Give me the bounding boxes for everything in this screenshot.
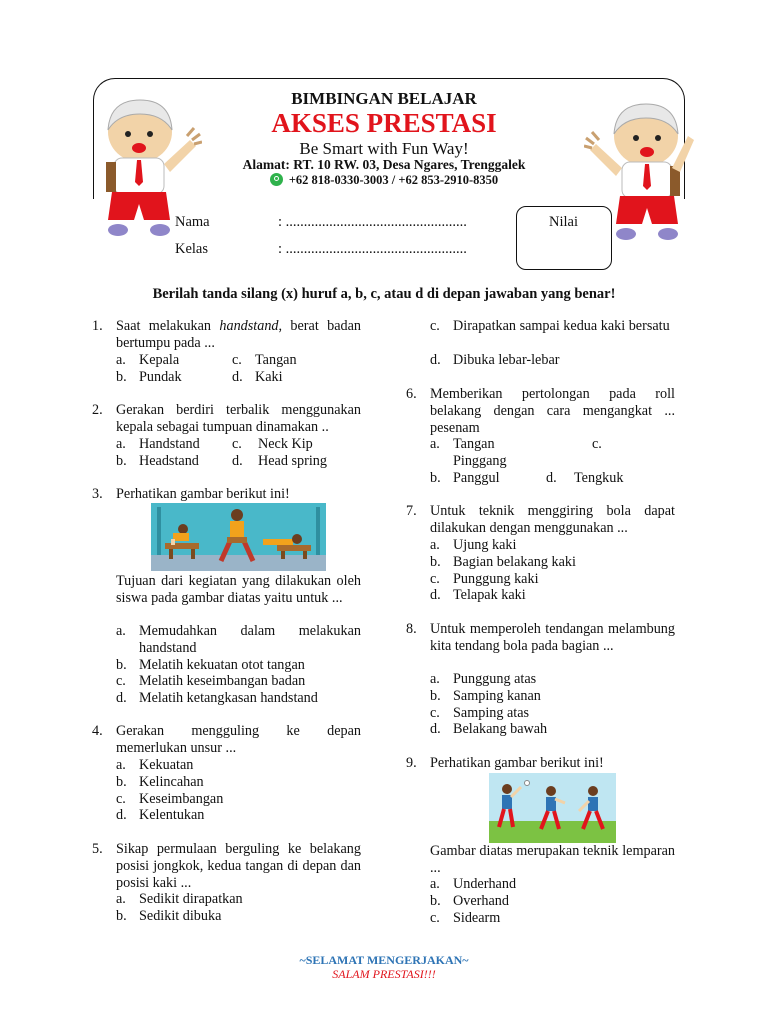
- option-d[interactable]: Kaki: [255, 369, 283, 385]
- option-c[interactable]: Tangan: [255, 352, 297, 368]
- throwing-illustration: [489, 773, 616, 843]
- phone-line: [0, 173, 768, 188]
- nama-field[interactable]: : ..................................................: [278, 214, 467, 230]
- option-d[interactable]: Belakang bawah: [453, 721, 548, 737]
- option-c[interactable]: Sidearm: [453, 910, 501, 926]
- option-a[interactable]: Handstand: [139, 436, 200, 452]
- option-b[interactable]: Sedikit dibuka: [139, 908, 222, 924]
- option-a[interactable]: Sedikit dirapatkan: [139, 891, 243, 907]
- whatsapp-icon: [270, 173, 283, 186]
- option-a[interactable]: Underhand: [453, 876, 517, 892]
- option-a[interactable]: Ujung kaki: [453, 537, 517, 553]
- question-text: Perhatikan gambar berikut ini!: [116, 486, 290, 502]
- option-c[interactable]: Pinggang: [453, 453, 507, 469]
- address: Alamat: RT. 10 RW. 03, Desa Ngares, Trenggalek: [242, 157, 526, 172]
- brand-name: AKSES PRESTASI: [271, 108, 497, 138]
- option-d[interactable]: Tengkuk: [574, 470, 624, 486]
- option-d[interactable]: Kelentukan: [139, 807, 205, 823]
- tagline: Be Smart with Fun Way!: [299, 139, 469, 158]
- option-b[interactable]: Samping kanan: [453, 688, 541, 704]
- question-text: Untuk memperoleh tendangan melambung kita tendang bola pada bagian ...: [430, 621, 675, 654]
- option-d[interactable]: Telapak kaki: [453, 587, 526, 603]
- option-a[interactable]: Kepala: [139, 352, 180, 368]
- option-b[interactable]: Melatih kekuatan otot tangan: [139, 657, 305, 673]
- option-a[interactable]: Kekuatan: [139, 757, 194, 773]
- question-text: Perhatikan gambar berikut ini!: [430, 755, 604, 771]
- question-text: Sikap permulaan berguling ke belakang posisi jongkok, kedua tangan di depan dan posisi kaki ...: [116, 841, 361, 891]
- option-b[interactable]: Headstand: [139, 453, 199, 469]
- instruction: Berilah tanda silang (x) huruf a, b, c, atau d di depan jawaban yang benar!: [152, 286, 616, 302]
- nilai-label: Nilai: [549, 214, 578, 230]
- question-text: Untuk teknik menggiring bola dapat dilakukan dengan menggunakan ...: [430, 503, 675, 536]
- question-text: Saat melakukan handstand, berat badan bertumpu pada ...: [116, 318, 362, 351]
- option-b[interactable]: Kelincahan: [139, 774, 204, 790]
- question-text: Memberikan pertolongan pada roll belakang dengan cara mengangkat ... pesenam: [430, 386, 675, 436]
- gymnastics-illustration: [151, 503, 326, 571]
- option-b[interactable]: Bagian belakang kaki: [453, 554, 576, 570]
- option-b[interactable]: Pundak: [139, 369, 182, 385]
- question-text: Gerakan berdiri terbalik menggunakan kepala sebagai tumpuan dinamakan ..: [116, 402, 361, 435]
- footer-slogan: SALAM PRESTASI!!!: [332, 967, 436, 981]
- option-c[interactable]: Samping atas: [453, 705, 530, 721]
- kelas-label: Kelas: [175, 241, 209, 257]
- option-d[interactable]: Dibuka lebar-lebar: [453, 352, 560, 368]
- question-text-2: Gambar diatas merupakan teknik lemparan ...: [430, 843, 675, 876]
- option-c[interactable]: Melatih keseimbangan badan: [139, 673, 306, 689]
- option-b[interactable]: Panggul: [453, 470, 500, 486]
- nama-label: Nama: [175, 214, 210, 230]
- option-c[interactable]: Keseimbangan: [139, 791, 224, 807]
- header-title: BIMBINGAN BELAJAR: [291, 89, 477, 108]
- footer-greeting: ~SELAMAT MENGERJAKAN~: [299, 953, 469, 967]
- phone-number: +62 818-0330-3003 / +62 853-2910-8350: [288, 173, 499, 187]
- option-a[interactable]: Memudahkan dalam melakukan handstand: [139, 623, 361, 656]
- option-b[interactable]: Overhand: [453, 893, 509, 909]
- option-d[interactable]: Melatih ketangkasan handstand: [139, 690, 318, 706]
- option-c[interactable]: Dirapatkan sampai kedua kaki bersatu: [453, 318, 670, 334]
- option-a[interactable]: Punggung atas: [453, 671, 537, 687]
- question-text: Gerakan mengguling ke depan memerlukan unsur ...: [116, 723, 361, 756]
- option-c[interactable]: Neck Kip: [258, 436, 313, 452]
- option-c[interactable]: Punggung kaki: [453, 571, 539, 587]
- option-a[interactable]: Tangan: [453, 436, 495, 452]
- question-text-2: Tujuan dari kegiatan yang dilakukan oleh siswa pada gambar diatas yaitu untuk ...: [116, 573, 361, 606]
- kelas-field[interactable]: : ..................................................: [278, 241, 467, 257]
- option-d[interactable]: Head spring: [258, 453, 327, 469]
